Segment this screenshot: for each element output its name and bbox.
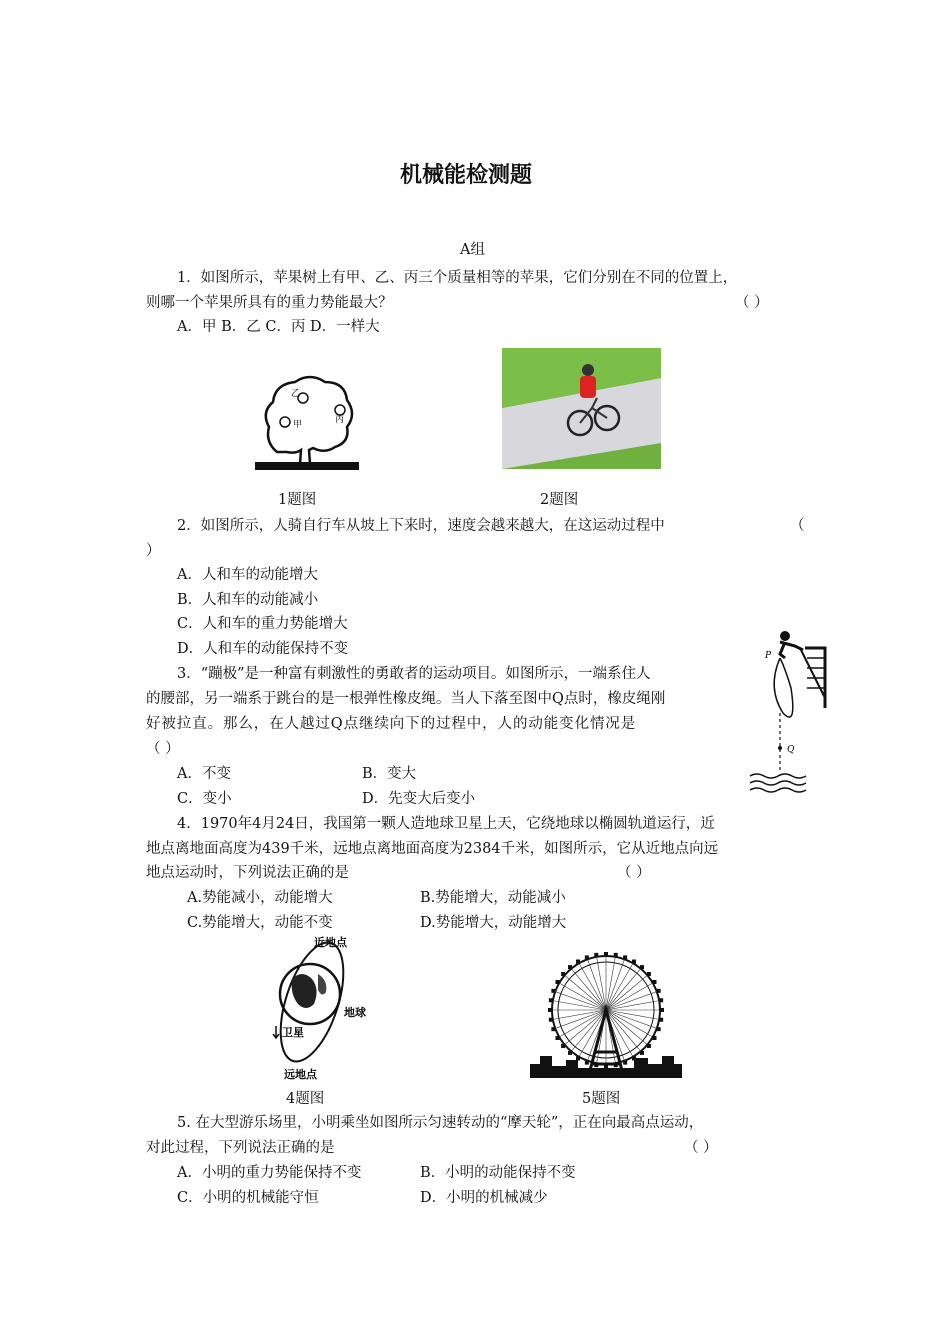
q5-answer-paren: （ ）	[684, 1140, 718, 1156]
satellite-orbit-figure	[262, 934, 387, 1084]
fig3-p-label: P	[765, 651, 772, 661]
q5-line1: 5. 在大型游乐场里，小明乘坐如图所示匀速转动的“摩天轮”，正在向最高点运动，	[177, 1115, 704, 1131]
q3-option-b: B．变大	[362, 766, 417, 782]
fig3-q-label: Q	[787, 745, 795, 755]
apple-label-bing: 丙	[335, 415, 345, 425]
fig4-near-label: 近地点	[314, 936, 347, 949]
q4-option-c: C.势能增大，动能不变	[187, 915, 333, 931]
q1-options: A．甲 B．乙 C．丙 D．一样大	[177, 319, 380, 335]
q2-option-b: B．人和车的动能减小	[177, 592, 319, 608]
q3-option-d: D．先变大后变小	[362, 791, 476, 807]
group-heading: A组	[460, 242, 485, 258]
q5-line2: 对此过程，下列说法正确的是	[146, 1140, 335, 1156]
q3-answer-paren: （ ）	[146, 741, 180, 757]
fig4-satellite-label: 卫星	[282, 1026, 304, 1039]
q4-option-b: B.势能增大，动能减小	[420, 890, 566, 906]
q3-line3: 好被拉直。那么，在人越过Q点继续向下的过程中，人的动能变化情况是	[146, 716, 637, 732]
q3-option-c: C．变小	[177, 791, 232, 807]
q1-answer-paren: （ ）	[735, 295, 769, 311]
q2-option-a: A．人和车的动能增大	[177, 567, 318, 583]
apple-tree-figure	[255, 372, 360, 474]
ferris-wheel-figure	[530, 952, 682, 1078]
q5-option-a: A．小明的重力势能保持不变	[177, 1165, 362, 1181]
q5-option-c: C．小明的机械能守恒	[177, 1190, 319, 1206]
fig4-far-label: 远地点	[284, 1068, 317, 1081]
fig5-caption: 5题图	[582, 1091, 621, 1107]
q4-line1: 4．1970年4月24日，我国第一颗人造地球卫星上天，它绕地球以椭圆轨道运行，近	[177, 816, 715, 832]
q4-line2: 地点离地面高度为439千米，远地点离地面高度为2384千米，如图所示，它从近地点向远	[146, 841, 719, 857]
q3-line2: 的腰部，另一端系于跳台的是一根弹性橡皮绳。当人下落至图中Q点时，橡皮绳刚	[146, 691, 666, 707]
q5-option-d: D．小明的机械减少	[420, 1190, 548, 1206]
cyclist-photo	[502, 348, 661, 469]
q1-line2: 则哪一个苹果所具有的重力势能最大？	[146, 295, 393, 311]
bungee-figure	[745, 628, 835, 798]
apple-label-jia: 甲	[293, 420, 303, 430]
q4-answer-paren: （ ）	[617, 865, 651, 881]
fig4-earth-label: 地球	[344, 1006, 366, 1019]
q2-paren-close: ）	[146, 543, 161, 559]
fig2-caption: 2题图	[540, 492, 579, 508]
fig4-caption: 4题图	[286, 1091, 325, 1107]
q3-option-a: A．不变	[177, 766, 231, 782]
fig1-caption: 1题图	[278, 492, 317, 508]
q3-line1: 3．“蹦极”是一种富有刺激性的勇敢者的运动项目。如图所示，一端系住人	[177, 666, 651, 682]
q4-option-d: D.势能增大，动能增大	[420, 915, 567, 931]
q4-option-a: A.势能减小，动能增大	[187, 890, 333, 906]
q2-line1: 2．如图所示，人骑自行车从坡上下来时，速度会越来越大，在这运动过程中	[177, 518, 665, 534]
q2-option-d: D．人和车的动能保持不变	[177, 641, 349, 657]
page-title: 机械能检测题	[400, 162, 533, 188]
apple-label-yi: 乙	[291, 389, 301, 399]
q5-option-b: B．小明的动能保持不变	[420, 1165, 576, 1181]
q1-line1: 1．如图所示，苹果树上有甲、乙、丙三个质量相等的苹果，它们分别在不同的位置上，	[177, 270, 738, 286]
q4-line3: 地点运动时，下列说法正确的是	[146, 865, 349, 881]
q2-paren-open: （	[790, 518, 805, 534]
q2-option-c: C．人和车的重力势能增大	[177, 616, 348, 632]
